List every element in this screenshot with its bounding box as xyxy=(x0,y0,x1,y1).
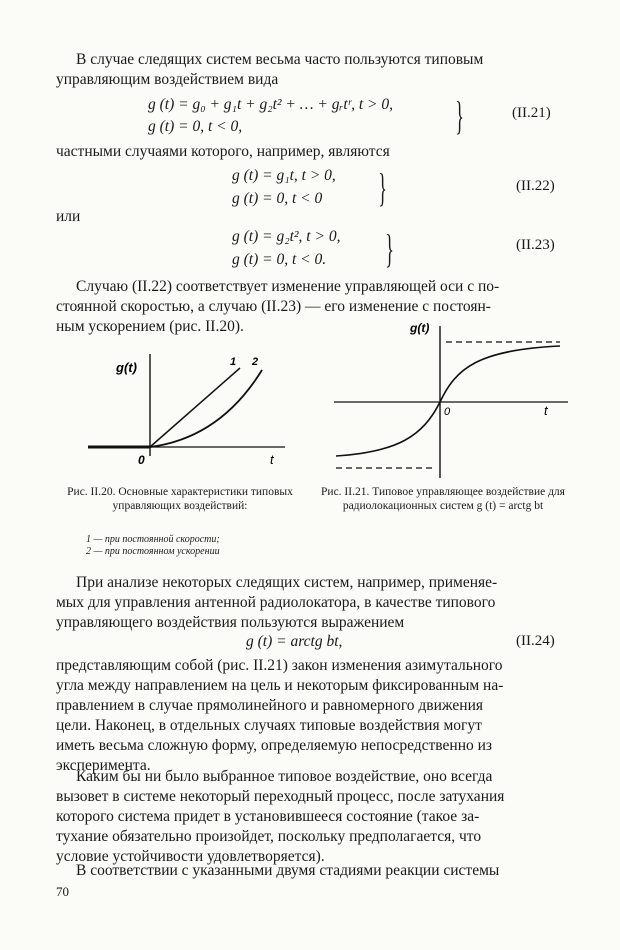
para4-line-4: цели. Наконец, в отдельных случаях типовые воздействия могут xyxy=(56,717,482,734)
figure-ii-20 xyxy=(80,348,300,473)
page-number: 70 xyxy=(56,884,69,899)
fig21-origin: 0 xyxy=(444,406,451,418)
eq-23-row1: g (t) = g₂t², t > 0, xyxy=(232,228,341,245)
fig21-curve xyxy=(336,346,560,456)
para2-line-2: стоянной скоростью, а случаю (II.23) — его изменение с постоян- xyxy=(56,298,491,315)
eq-22-row2: g (t) = 0, t < 0 xyxy=(232,190,323,207)
fig20-curve-1 xyxy=(150,368,240,447)
para3-line-2: мых для управления антенной радиолокатора, в качестве типового xyxy=(56,594,496,611)
eq-24-number: (II.24) xyxy=(516,633,555,649)
fig20-origin: 0 xyxy=(138,453,145,467)
para4-line-1: представляющим собой (рис. II.21) закон изменения азимутального xyxy=(56,657,503,674)
fig20-y-label: g(t) xyxy=(116,360,137,375)
intro-line-2: управляющим воздействием вида xyxy=(56,71,279,88)
para4-line-5: иметь весьма сложную форму, определяемую непосредственно из xyxy=(56,737,493,754)
para5-line-1: Каким бы ни было выбранное типовое воздействие, оно всегда xyxy=(76,768,493,785)
eq-23-row2: g (t) = 0, t < 0. xyxy=(232,251,327,268)
figure-ii-21 xyxy=(328,318,578,483)
para4-line-6: эксперимента. xyxy=(56,757,151,774)
fig21-caption: Рис. II.21. Типовое управляющее воздействие для радиолокационных систем g (t) = arctg bt xyxy=(321,486,565,512)
para4-line-2: угла между направлением на цель и некоторым фиксированным на- xyxy=(56,677,504,694)
fig20-curve-1-label: 1 xyxy=(230,356,237,368)
intro-line-1: В случае следящих систем весьма часто пользуются типовым xyxy=(76,51,484,68)
para2-line-1: Случаю (II.22) соответствует изменение управляющей оси с по- xyxy=(76,278,500,295)
fig20-caption: Рис. II.20. Основные характеристики типовых управляющих воздействий: xyxy=(67,486,293,512)
para5-line-4: тухание обязательно произойдет, поскольку предполагается, что xyxy=(56,828,482,845)
mid-text: частными случаями которого, например, являются xyxy=(56,143,390,160)
para5-line-3: которого система придет в установившееся состояние (такое за- xyxy=(56,808,480,825)
eq-24: g (t) = arctg bt, xyxy=(246,633,343,650)
fig20-curve-2 xyxy=(150,370,262,447)
eq-22-brace: } xyxy=(378,165,387,210)
eq-21-row1: g (t) = g₀ + g₁t + g₂t² + … + gᵣtʳ, t > 0, xyxy=(148,96,393,113)
fig20-x-label: t xyxy=(270,452,274,467)
para3-line-3: управляющего воздействия пользуются выражением xyxy=(56,614,405,631)
para2-line-3: ным ускорением (рис. II.20). xyxy=(56,318,244,335)
eq-23-brace: } xyxy=(385,226,394,271)
eq-21-number: (II.21) xyxy=(512,105,551,121)
eq-23-number: (II.23) xyxy=(516,237,555,253)
eq-21-brace: } xyxy=(455,93,464,138)
para5-line-2: вызовет в системе некоторый переходный процесс, после затухания xyxy=(56,788,505,805)
fig20-curve-2-label: 2 xyxy=(252,356,259,368)
eq-22-row1: g (t) = g₁t, t > 0, xyxy=(232,167,336,184)
eq-22-number: (II.22) xyxy=(516,178,555,194)
or-word: или xyxy=(56,208,81,225)
para4-line-3: правлением в случае прямолинейного и равномерного движения xyxy=(56,697,484,714)
para6-line-1: В соответствии с указанными двумя стадиями реакции системы xyxy=(76,862,500,879)
fig20-legend-2: 2 — при постоянном ускорении xyxy=(86,546,220,557)
fig21-y-label: g(t) xyxy=(410,321,430,335)
fig20-legend-1: 1 — при постоянной скорости; xyxy=(86,534,220,545)
eq-21-row2: g (t) = 0, t < 0, xyxy=(148,118,243,135)
para5-line-5: условие устойчивости удовлетворяется). xyxy=(56,848,325,865)
fig21-x-label: t xyxy=(544,403,548,418)
para3-line-1: При анализе некоторых следящих систем, например, применяе- xyxy=(76,574,498,591)
